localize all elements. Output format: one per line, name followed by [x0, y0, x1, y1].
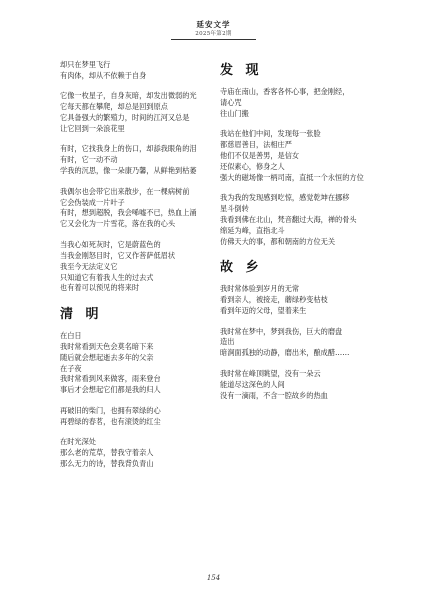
poem-title-guxiang: 故 乡	[220, 260, 263, 276]
poem-line: 没有一滴雨，不含一腔故乡的热血	[220, 390, 328, 400]
poem-line: 当我金刚怒目时，它又作菩萨低眉状	[60, 250, 176, 260]
poem-line: 在子夜	[60, 363, 82, 373]
poem-line: 也有着可以预见的将来时	[60, 283, 140, 293]
page-number: 154	[206, 574, 221, 582]
poem-title-qingming: 清 明	[60, 306, 103, 322]
stanza	[220, 327, 410, 360]
poem-line: 看到年迈的父母，望着来生	[220, 306, 307, 316]
intro-stanza	[60, 60, 235, 82]
stanza	[220, 193, 410, 248]
right-column	[220, 60, 410, 401]
poem-line: 寺庙在南山，香客各怀心事，把金刚经，	[220, 87, 350, 96]
poem-line: 造出	[220, 337, 235, 347]
poem-line: 在白日	[60, 330, 82, 340]
poem-line: 我至今无法定义它	[60, 261, 118, 271]
poem-line: 它又会化为一片雪花，落在我的心头	[60, 219, 176, 229]
poem-line: 只知道它有着我人生的过去式	[60, 272, 154, 282]
stanza	[220, 129, 410, 184]
stanza	[60, 331, 235, 396]
poem-line: 我为我的发现感到吃惊，感觉乾坤在挪移	[220, 193, 350, 203]
poem-line: 学我的沉思，像一朵康乃馨，从鲜艳到枯萎	[60, 166, 197, 176]
poem-line: 有时，它一动不动	[60, 155, 118, 165]
page-header	[0, 0, 427, 44]
poem-line: 还似素心，修身之人	[220, 161, 285, 171]
poem-line: 我时常在峰顶眺望，没有一朵云	[220, 368, 321, 378]
poem-line: 他们不仅是善男，是信女	[220, 151, 300, 161]
poem-line: 我时常看到风来做客，雨来登台	[60, 374, 161, 384]
poem-line: 它会伪装成一片叶子	[60, 197, 125, 207]
poem-line: 暗涧面孤独的动静，磨出米，酿成醋……	[220, 348, 350, 358]
poem-line: 让它回到一朵浪花里	[60, 124, 125, 134]
poem-title-faxian: 发 现	[220, 63, 263, 78]
poem-line: 再破旧的柴门，也拥有翠绿的心	[60, 405, 161, 415]
poem-line: 那么无力的诗，替我背负青山	[60, 458, 154, 468]
poem-line: 在时光深处	[60, 437, 96, 447]
poem-line: 我偶尔也会带它出来散步，在一棵病树前	[60, 186, 190, 196]
poem-line: 仿佛天大的事，都和朝南的方位无关	[220, 236, 336, 246]
poem-line: 绵延为峰，直指北斗	[220, 225, 285, 235]
stanza	[60, 187, 235, 231]
poem-line: 往山门搬	[220, 108, 249, 118]
poem-line: 能道尽这深色的人间	[220, 379, 285, 389]
stanza	[220, 369, 410, 402]
stanza	[60, 144, 235, 177]
issue-label: 2025年第2期	[195, 31, 232, 37]
poem-line: 随后就会想起逝去多年的父亲	[60, 352, 154, 362]
header-rule	[171, 39, 256, 40]
stanza	[60, 406, 235, 428]
poem-line: 请心咒	[220, 97, 242, 107]
poem-line: 有时，它找我身上的伤口，却舔我眼角的泪	[60, 144, 197, 154]
left-column	[60, 60, 235, 470]
poem-line: 我时常体验到岁月的无常	[220, 284, 300, 294]
poem-line: 有时，想到超脱，我会唏嘘不已，热血上涌	[60, 208, 197, 218]
poem-line: 有肉体，却从不依赖于自身	[60, 70, 147, 80]
poem-line: 再碧绿的春茗，也有滚烫的红尘	[60, 416, 161, 426]
poem-line: 我看到佛在北山，梵音翻过大海，禅的骨头	[220, 215, 357, 225]
poem-line: 事后才会想起它们都是我的归人	[60, 385, 161, 395]
poem-line: 都慈眉善目，法相庄严	[220, 140, 292, 150]
stanza	[60, 91, 235, 135]
poem-line: 那么老的荒草，替我守着亲人	[60, 447, 154, 457]
stanza	[60, 437, 235, 470]
magazine-title: 延安文学	[196, 20, 231, 29]
poem-line: 它每天都在攀爬，却总是回到原点	[60, 102, 168, 112]
stanza	[60, 240, 235, 295]
poem-line: 我站在他们中间，发现每一张脸	[220, 129, 321, 139]
stanza	[220, 87, 410, 120]
poem-line: 却只在梦里飞行	[60, 60, 111, 69]
poem-line: 它具备强大的繁殖力，时间的江河又总是	[60, 113, 190, 123]
poem-line: 我时常在梦中，梦到我伤，巨大的磨盘	[220, 326, 343, 336]
poem-line: 我时常看到天色会莫名暗下来	[60, 341, 154, 351]
poem-line: 强大的磁场像一柄司南，直抵一个永恒的方位	[220, 172, 364, 182]
stanza	[220, 284, 410, 317]
poem-line: 看到亲人，被接走，蘑绿秒变枯枝	[220, 295, 328, 305]
poem-line: 它像一枚星子，自身灰暗，却发出微弱的光	[60, 91, 197, 101]
poem-line: 当我心如死灰时，它是蔚蓝色的	[60, 239, 161, 249]
poem-line: 星斗倒转	[220, 204, 249, 214]
